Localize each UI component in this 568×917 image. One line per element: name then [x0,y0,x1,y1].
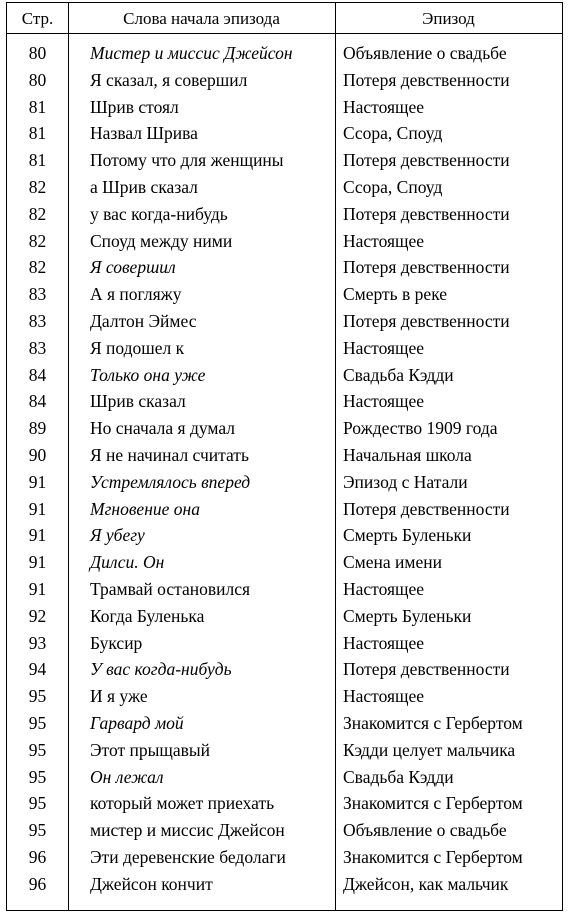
episode-cell: Начальная школа [343,444,472,465]
page-number-cell: 89 [28,418,47,439]
page-number-cell: 82 [28,230,47,251]
opening-words-cell: Я не начинал считать [90,444,249,465]
opening-words-cell: Этот прыщавый [90,739,211,760]
table-row [7,630,562,657]
opening-words-cell: Назвал Шрива [90,123,198,144]
episode-cell: Знакомится с Гербертом [343,712,523,733]
table-row [7,522,562,549]
page-number-cell: 95 [28,712,47,733]
table-row [7,40,562,67]
episode-cell: Настоящее [343,391,425,412]
episode-cell: Потеря девственности [343,203,510,224]
table-body [7,40,562,898]
table-row [7,871,562,898]
episode-cell: Потеря девственности [343,69,510,90]
episode-cell: Потеря девственности [343,257,510,278]
episode-cell: Смерть в реке [343,284,448,305]
table-row [7,67,562,94]
table-row [7,281,562,308]
page-number-cell: 80 [28,43,47,63]
episode-cell: Объявление о свадьбе [343,820,507,841]
episode-cell: Потеря девственности [343,659,510,680]
table-row [7,362,562,389]
opening-words-cell: У вас когда-нибудь [90,659,232,680]
opening-words-cell: Буксир [90,632,143,653]
page-number-cell: 95 [28,739,47,760]
page-number-cell: 81 [28,96,47,117]
page-number-cell: 96 [28,873,47,894]
episode-cell: Рождество 1909 года [343,418,498,439]
table-row [7,496,562,523]
table-row [7,201,562,228]
opening-words-cell: Я сказал, я совершил [90,69,248,90]
page-number-cell: 91 [28,578,47,599]
page-number-cell: 93 [28,632,47,653]
opening-words-cell: Далтон Эймес [90,310,197,331]
episode-cell: Настоящее [343,230,425,251]
opening-words-cell: Джейсон кончит [90,873,213,894]
table-row [7,94,562,121]
table-row [7,228,562,255]
table-row [7,656,562,683]
opening-words-cell: а Шрив сказал [90,176,198,197]
page-number-cell: 81 [28,150,47,171]
header-page: Стр. [21,9,54,28]
episode-cell: Настоящее [343,686,425,707]
opening-words-cell: Только она уже [90,364,206,385]
page-number-cell: 83 [28,310,47,331]
table-row [7,415,562,442]
episode-cell: Смена имени [343,552,442,573]
table-row [7,442,562,469]
opening-words-cell: мистер и миссис Джейсон [90,820,285,841]
page-number-cell: 82 [28,176,47,197]
table-row [7,254,562,281]
page-number-cell: 84 [28,364,47,385]
opening-words-cell: у вас когда-нибудь [90,203,228,224]
page-number-cell: 95 [28,820,47,841]
opening-words-cell: Когда Буленька [90,605,205,626]
table-row [7,764,562,791]
episode-cell: Потеря девственности [343,498,510,519]
episode-cell: Ссора, Споуд [343,123,443,144]
opening-words-cell: А я погляжу [90,284,182,305]
table-row [7,737,562,764]
episode-cell: Знакомится с Гербертом [343,846,523,867]
page-number-cell: 91 [28,498,47,519]
page-number-cell: 81 [28,123,47,144]
opening-words-cell: Гарвард мой [90,712,184,733]
opening-words-cell: Устремлялось вперед [90,471,251,492]
table-row [7,549,562,576]
opening-words-cell: Шрив стоял [90,96,179,117]
table-row [7,388,562,415]
header-words: Слова начала эпизода [123,9,280,28]
page-number-cell: 90 [28,444,47,465]
opening-words-cell: Мгновение она [90,498,200,519]
opening-words-cell: Споуд между ними [90,230,233,251]
opening-words-cell: Я убегу [90,525,145,546]
episodes-table [6,2,563,911]
page-number-cell: 83 [28,284,47,305]
episode-cell: Свадьба Кэдди [343,766,454,787]
opening-words-cell: И я уже [90,686,148,707]
table-row [7,120,562,147]
page-number-cell: 94 [28,659,47,680]
table-row [7,790,562,817]
episode-cell: Ссора, Споуд [343,176,443,197]
table-row [7,710,562,737]
page-number-cell: 80 [28,69,47,90]
page-number-cell: 82 [28,257,47,278]
opening-words-cell: Я подошел к [90,337,185,358]
table-row [7,335,562,362]
opening-words-cell: Он лежал [90,766,164,787]
opening-words-cell: Потому что для женщины [90,150,284,171]
episode-cell: Эпизод с Натали [343,471,468,492]
table-row [7,576,562,603]
page-number-cell: 91 [28,525,47,546]
table-row [7,174,562,201]
page-number-cell: 82 [28,203,47,224]
episode-cell: Потеря девственности [343,150,510,171]
page-number-cell: 95 [28,766,47,787]
episode-cell: Настоящее [343,96,425,117]
episode-cell: Настоящее [343,337,425,358]
opening-words-cell: Шрив сказал [90,391,186,412]
opening-words-cell: Трамвай остановился [90,578,251,599]
page-number-cell: 95 [28,793,47,814]
page-number-cell: 91 [28,471,47,492]
opening-words-cell: Эти деревенские бедолаги [90,846,286,867]
episode-cell: Смерть Буленьки [343,525,472,546]
page-number-cell: 84 [28,391,47,412]
opening-words-cell: Дилси. Он [90,552,165,573]
episode-cell: Потеря девственности [343,310,510,331]
episode-cell: Объявление о свадьбе [343,43,507,63]
page-number-cell: 83 [28,337,47,358]
episode-cell: Настоящее [343,632,425,653]
page-number-cell: 96 [28,846,47,867]
opening-words-cell: Мистер и миссис Джейсон [90,43,293,63]
table-row [7,469,562,496]
page-number-cell: 95 [28,686,47,707]
episode-cell: Свадьба Кэдди [343,364,454,385]
table-row [7,817,562,844]
header-episode: Эпизод [422,9,475,28]
page-number-cell: 92 [28,605,47,626]
table-header [7,3,562,34]
episode-cell: Кэдди целует мальчика [343,739,516,760]
opening-words-cell: Но сначала я думал [90,418,236,439]
page-number-cell: 91 [28,552,47,573]
episode-cell: Знакомится с Гербертом [343,793,523,814]
opening-words-cell: который может приехать [90,793,275,814]
table-row [7,147,562,174]
episode-cell: Настоящее [343,578,425,599]
table-row [7,603,562,630]
episode-cell: Джейсон, как мальчик [343,873,509,894]
table-row [7,844,562,871]
table-row [7,683,562,710]
table-row [7,308,562,335]
episode-cell: Смерть Буленьки [343,605,472,626]
opening-words-cell: Я совершил [90,257,176,278]
